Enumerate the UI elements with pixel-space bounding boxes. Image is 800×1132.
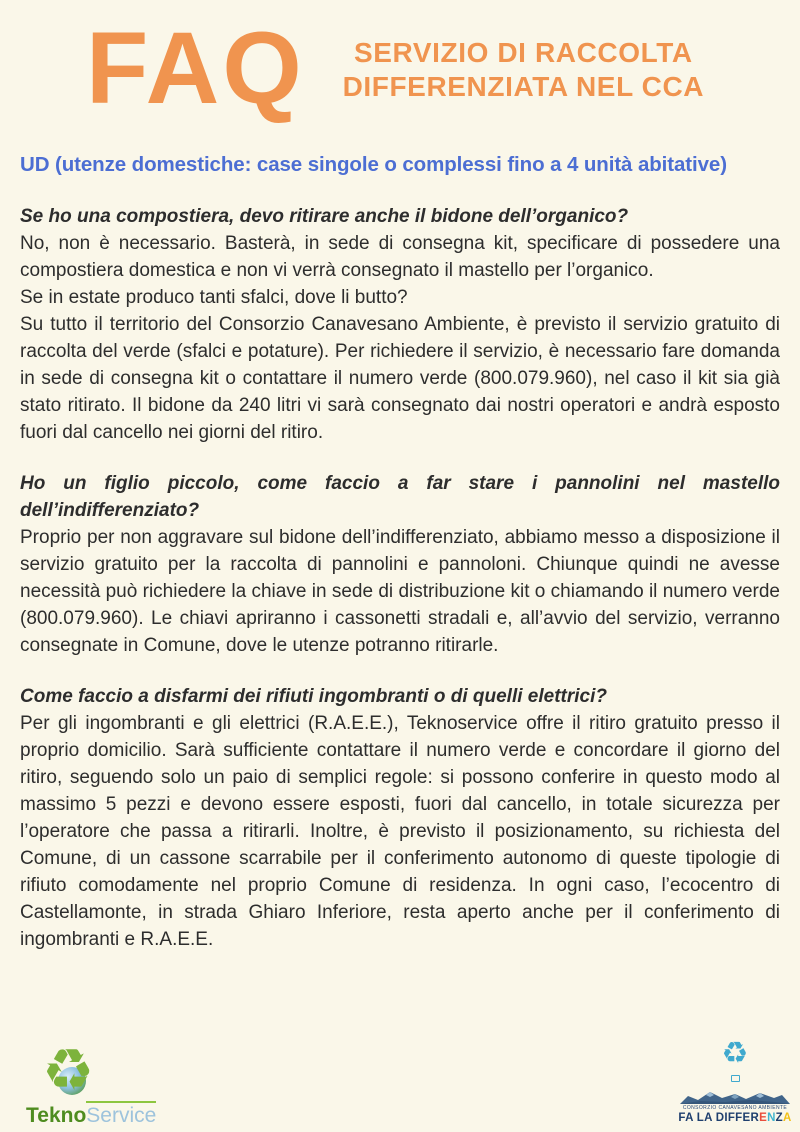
service-text: Service bbox=[86, 1101, 156, 1127]
tekno-text: Tekno bbox=[26, 1104, 87, 1127]
balloon-basket-icon bbox=[731, 1075, 740, 1082]
faq-answer: Per gli ingombranti e gli elettrici (R.A.E.E.), Teknoservice offre il ritiro gratuito presso il proprio domicilio. Sarà sufficiente contattare il numero verde e concordare il giorno del ritiro, seguendo solo un paio di semplici regole: si possono conferire in questo modo al massimo 5 pezzi e devono essere esposti, fuori dal cancello, in totale sicurezza per l’operatore che passa a ritirarli. Inoltre, è previsto il posizionamento, su richiesta del Comune, di un cassone scarrabile per il conferimento autonomo di queste tipologie di rifiuto comodamente nel proprio Comune di residenza. In ogni caso, l’ecocentro di Castellamonte, in strada Ghiaro Inferiore, resta aperto anche per il conferimento di ingombranti e R.A.E.E. bbox=[20, 712, 780, 950]
mountains-graphic bbox=[680, 1089, 790, 1104]
fa-la-differenza-logo bbox=[676, 1036, 794, 1124]
differenza-part1: FA LA DIFFER bbox=[678, 1112, 760, 1124]
fa-la-differenza-wordmark bbox=[676, 1112, 794, 1124]
teknoservice-wordmark bbox=[26, 1105, 186, 1126]
page-header bbox=[0, 0, 800, 125]
faq-question: Come faccio a disfarmi dei rifiuti ingombranti o di quelli elettrici? bbox=[20, 685, 607, 707]
consorzio-caption: CONSORZIO CANAVESANO AMBIENTE bbox=[682, 1105, 788, 1111]
faq-answer: Proprio per non aggravare sul bidone dell’indifferenziato, abbiamo messo a disposizione il servizio gratuito per la raccolta di pannolini e pannoloni. Chiunque quindi ne avesse necessità può richiedere la chiave in sede di distribuzione kit o chiamando il numero verde (800.079.960). Le chiavi apriranno i cassonetti stradali e, all’avvio del servizio, verranno consegnate in Comune, dove le utenze potranno ritirarle. bbox=[20, 526, 780, 656]
faq-item-compostiera bbox=[20, 203, 780, 446]
page-title-line2: DIFFERENZIATA NEL CCA bbox=[342, 70, 705, 102]
recycle-balloon-icon: ♻ bbox=[721, 1036, 749, 1071]
faq-question: Ho un figlio piccolo, come faccio a far stare i pannolini nel mastello dell’indifferenziato? bbox=[20, 472, 780, 521]
faq-answer: No, non è necessario. Basterà, in sede di consegna kit, specificare di possedere una compostiera domestica e non vi verrà consegnato il mastello per l’organico. bbox=[20, 232, 780, 281]
recycle-triangle-icon: ♻ bbox=[42, 1036, 94, 1104]
page-title-line1: SERVIZIO DI RACCOLTA bbox=[354, 37, 693, 68]
faq-subquestion: Se in estate produco tanti sfalci, dove li butto? bbox=[20, 286, 408, 308]
faq-wordmark: FAQ bbox=[86, 11, 305, 125]
differenza-letter-a: A bbox=[783, 1112, 792, 1124]
faq-subanswer: Su tutto il territorio del Consorzio Canavesano Ambiente, è previsto il servizio gratuito di raccolta del verde (sfalci e potature). Per richiedere il servizio, è necessario fare domanda in sede di consegna kit o contattare il numero verde (800.079.960), nel caso il kit sia già stato ritirato. Il bidone da 240 litri vi sarà consegnato dai nostri operatori e andrà esposto fuori dal cancello nei giorni del ritiro. bbox=[20, 313, 780, 443]
page-title bbox=[305, 36, 742, 103]
faq-item-pannolini bbox=[20, 470, 780, 659]
differenza-letter-e: E bbox=[759, 1112, 768, 1124]
teknoservice-logo bbox=[26, 1036, 186, 1127]
section-heading: UD (utenze domestiche: case singole o complessi fino a 4 unità abitative) bbox=[20, 152, 727, 176]
differenza-letter-n: N bbox=[767, 1112, 776, 1124]
differenza-letter-z: Z bbox=[775, 1112, 783, 1124]
faq-question: Se ho una compostiera, devo ritirare anche il bidone dell’organico? bbox=[20, 205, 629, 227]
teknoservice-recycle-globe-icon bbox=[36, 1036, 108, 1104]
faq-item-ingombranti bbox=[20, 683, 780, 953]
faq-content bbox=[20, 203, 780, 953]
